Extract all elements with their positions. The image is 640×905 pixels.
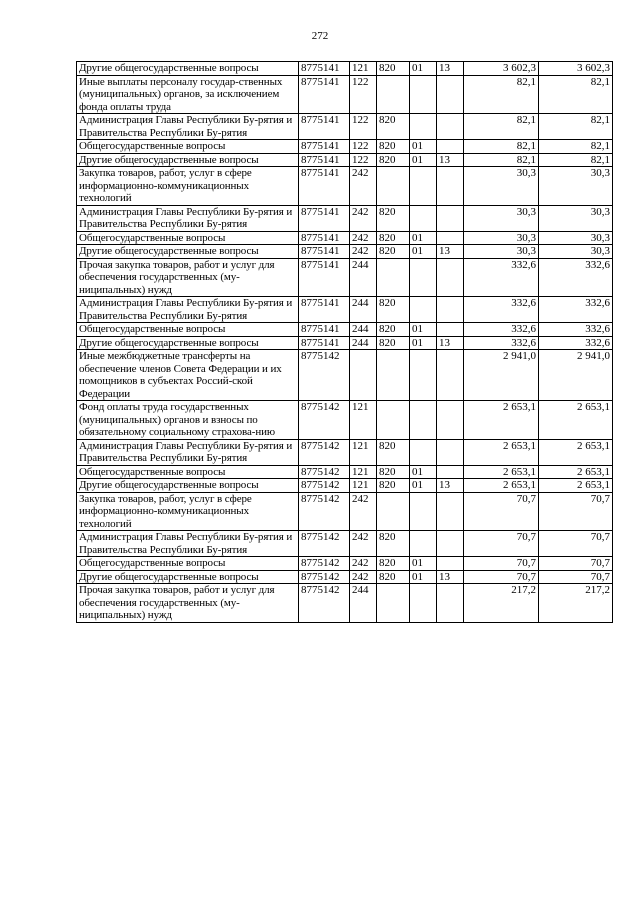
cell-expense-type: 122 [350, 153, 377, 167]
cell-subsection: 13 [437, 336, 464, 350]
cell-expense-type: 242 [350, 570, 377, 584]
cell-department: 820 [377, 323, 410, 337]
cell-amount-2: 332,6 [539, 336, 613, 350]
cell-subsection: 13 [437, 479, 464, 493]
cell-target-article: 8775141 [299, 167, 350, 206]
cell-amount-1: 82,1 [464, 114, 539, 140]
cell-department: 820 [377, 153, 410, 167]
cell-name: Фонд оплаты труда государственных (муниципальных) органов и взносы по обязательному социальному страхова-нию [77, 401, 299, 440]
cell-name: Закупка товаров, работ, услуг в сфере информационно-коммуникационных технологий [77, 167, 299, 206]
cell-name: Общегосударственные вопросы [77, 140, 299, 154]
table-row [77, 323, 613, 337]
cell-expense-type: 244 [350, 584, 377, 623]
cell-amount-2: 70,7 [539, 492, 613, 531]
cell-expense-type: 242 [350, 245, 377, 259]
table-row [77, 297, 613, 323]
cell-target-article: 8775142 [299, 401, 350, 440]
cell-expense-type: 122 [350, 114, 377, 140]
cell-amount-2: 30,3 [539, 231, 613, 245]
cell-department [377, 350, 410, 401]
cell-target-article: 8775141 [299, 336, 350, 350]
table-row [77, 401, 613, 440]
table-row [77, 336, 613, 350]
table-row [77, 439, 613, 465]
cell-section: 01 [410, 245, 437, 259]
cell-subsection [437, 205, 464, 231]
cell-department [377, 167, 410, 206]
cell-amount-1: 3 602,3 [464, 62, 539, 76]
cell-amount-2: 70,7 [539, 570, 613, 584]
cell-subsection [437, 231, 464, 245]
cell-name: Общегосударственные вопросы [77, 323, 299, 337]
cell-expense-type: 242 [350, 205, 377, 231]
table-row [77, 140, 613, 154]
cell-subsection: 13 [437, 153, 464, 167]
cell-section [410, 492, 437, 531]
cell-subsection [437, 297, 464, 323]
cell-section [410, 297, 437, 323]
cell-amount-2: 332,6 [539, 323, 613, 337]
cell-section [410, 584, 437, 623]
cell-department [377, 75, 410, 114]
cell-name: Администрация Главы Республики Бу-рятия и Правительства Республики Бу-рятия [77, 439, 299, 465]
cell-name: Другие общегосударственные вопросы [77, 62, 299, 76]
cell-target-article: 8775142 [299, 570, 350, 584]
cell-target-article: 8775142 [299, 557, 350, 571]
cell-amount-2: 2 653,1 [539, 465, 613, 479]
cell-section [410, 439, 437, 465]
cell-name: Прочая закупка товаров, работ и услуг для обеспечения государственных (му-ниципальных) нужд [77, 258, 299, 297]
cell-expense-type: 242 [350, 492, 377, 531]
table-row [77, 231, 613, 245]
cell-expense-type [350, 350, 377, 401]
table-row [77, 465, 613, 479]
cell-target-article: 8775141 [299, 62, 350, 76]
cell-section: 01 [410, 570, 437, 584]
cell-amount-2: 82,1 [539, 153, 613, 167]
cell-section: 01 [410, 336, 437, 350]
cell-target-article: 8775142 [299, 531, 350, 557]
cell-amount-1: 2 653,1 [464, 439, 539, 465]
cell-section: 01 [410, 557, 437, 571]
cell-department: 820 [377, 297, 410, 323]
cell-expense-type: 121 [350, 401, 377, 440]
page-number: 272 [311, 30, 329, 42]
cell-name: Общегосударственные вопросы [77, 465, 299, 479]
cell-subsection [437, 167, 464, 206]
cell-amount-1: 30,3 [464, 231, 539, 245]
cell-subsection [437, 323, 464, 337]
cell-target-article: 8775142 [299, 492, 350, 531]
budget-table [76, 61, 613, 623]
cell-expense-type: 122 [350, 140, 377, 154]
cell-subsection [437, 401, 464, 440]
cell-target-article: 8775141 [299, 140, 350, 154]
cell-amount-1: 30,3 [464, 205, 539, 231]
cell-expense-type: 121 [350, 62, 377, 76]
cell-department: 820 [377, 62, 410, 76]
cell-department: 820 [377, 114, 410, 140]
cell-department: 820 [377, 140, 410, 154]
cell-amount-2: 30,3 [539, 245, 613, 259]
cell-target-article: 8775141 [299, 75, 350, 114]
cell-amount-2: 2 653,1 [539, 479, 613, 493]
table-row [77, 584, 613, 623]
cell-subsection: 13 [437, 570, 464, 584]
cell-subsection [437, 114, 464, 140]
cell-amount-1: 2 653,1 [464, 479, 539, 493]
cell-target-article: 8775141 [299, 323, 350, 337]
cell-section [410, 167, 437, 206]
table-row [77, 570, 613, 584]
cell-amount-2: 332,6 [539, 297, 613, 323]
cell-name: Администрация Главы Республики Бу-рятия и Правительства Республики Бу-рятия [77, 205, 299, 231]
cell-amount-2: 2 653,1 [539, 439, 613, 465]
cell-amount-2: 82,1 [539, 140, 613, 154]
cell-target-article: 8775142 [299, 479, 350, 493]
cell-section [410, 205, 437, 231]
table-row [77, 258, 613, 297]
cell-amount-2: 2 941,0 [539, 350, 613, 401]
cell-target-article: 8775141 [299, 258, 350, 297]
cell-section [410, 75, 437, 114]
cell-amount-2: 2 653,1 [539, 401, 613, 440]
cell-subsection [437, 350, 464, 401]
cell-section: 01 [410, 62, 437, 76]
cell-amount-1: 30,3 [464, 245, 539, 259]
cell-expense-type: 121 [350, 439, 377, 465]
cell-subsection [437, 531, 464, 557]
cell-amount-1: 30,3 [464, 167, 539, 206]
cell-subsection: 13 [437, 245, 464, 259]
cell-name: Иные межбюджетные трансферты на обеспечение членов Совета Федерации и их помощников в субъектах Россий-ской Федерации [77, 350, 299, 401]
cell-department: 820 [377, 245, 410, 259]
cell-subsection [437, 584, 464, 623]
cell-target-article: 8775141 [299, 114, 350, 140]
cell-subsection [437, 465, 464, 479]
cell-amount-2: 30,3 [539, 205, 613, 231]
cell-name: Другие общегосударственные вопросы [77, 479, 299, 493]
cell-amount-2: 70,7 [539, 557, 613, 571]
table-row [77, 205, 613, 231]
cell-expense-type: 244 [350, 258, 377, 297]
cell-section [410, 114, 437, 140]
cell-department [377, 584, 410, 623]
cell-subsection: 13 [437, 62, 464, 76]
cell-target-article: 8775141 [299, 153, 350, 167]
cell-department: 820 [377, 557, 410, 571]
cell-target-article: 8775141 [299, 205, 350, 231]
cell-amount-1: 2 653,1 [464, 465, 539, 479]
cell-amount-1: 70,7 [464, 492, 539, 531]
table-row [77, 350, 613, 401]
cell-amount-2: 3 602,3 [539, 62, 613, 76]
cell-amount-2: 70,7 [539, 531, 613, 557]
cell-amount-1: 82,1 [464, 153, 539, 167]
cell-name: Закупка товаров, работ, услуг в сфере информационно-коммуникационных технологий [77, 492, 299, 531]
cell-name: Другие общегосударственные вопросы [77, 570, 299, 584]
cell-section [410, 401, 437, 440]
cell-amount-1: 70,7 [464, 531, 539, 557]
cell-expense-type: 242 [350, 531, 377, 557]
cell-department: 820 [377, 439, 410, 465]
cell-target-article: 8775141 [299, 245, 350, 259]
cell-amount-1: 332,6 [464, 297, 539, 323]
table-row [77, 75, 613, 114]
cell-section: 01 [410, 465, 437, 479]
cell-amount-1: 70,7 [464, 557, 539, 571]
cell-expense-type: 242 [350, 231, 377, 245]
table-row [77, 153, 613, 167]
cell-subsection [437, 75, 464, 114]
cell-department: 820 [377, 336, 410, 350]
cell-amount-1: 332,6 [464, 336, 539, 350]
table-row [77, 245, 613, 259]
cell-department [377, 258, 410, 297]
cell-department [377, 492, 410, 531]
table-row [77, 167, 613, 206]
cell-name: Другие общегосударственные вопросы [77, 245, 299, 259]
cell-section: 01 [410, 231, 437, 245]
cell-amount-1: 217,2 [464, 584, 539, 623]
cell-expense-type: 242 [350, 557, 377, 571]
table-row [77, 114, 613, 140]
cell-amount-1: 82,1 [464, 75, 539, 114]
cell-section [410, 350, 437, 401]
cell-target-article: 8775142 [299, 465, 350, 479]
cell-subsection [437, 492, 464, 531]
cell-subsection [437, 258, 464, 297]
cell-target-article: 8775142 [299, 350, 350, 401]
cell-department: 820 [377, 570, 410, 584]
cell-amount-1: 70,7 [464, 570, 539, 584]
cell-target-article: 8775142 [299, 584, 350, 623]
cell-expense-type: 121 [350, 465, 377, 479]
cell-section: 01 [410, 140, 437, 154]
cell-target-article: 8775142 [299, 439, 350, 465]
cell-expense-type: 244 [350, 323, 377, 337]
cell-expense-type: 244 [350, 297, 377, 323]
cell-target-article: 8775141 [299, 231, 350, 245]
table-row [77, 62, 613, 76]
cell-department: 820 [377, 465, 410, 479]
table-row [77, 479, 613, 493]
table-row [77, 492, 613, 531]
cell-subsection [437, 140, 464, 154]
cell-expense-type: 122 [350, 75, 377, 114]
cell-subsection [437, 557, 464, 571]
cell-expense-type: 242 [350, 167, 377, 206]
cell-name: Другие общегосударственные вопросы [77, 153, 299, 167]
cell-subsection [437, 439, 464, 465]
cell-department: 820 [377, 531, 410, 557]
cell-amount-2: 30,3 [539, 167, 613, 206]
cell-amount-2: 217,2 [539, 584, 613, 623]
cell-amount-1: 82,1 [464, 140, 539, 154]
cell-amount-2: 82,1 [539, 75, 613, 114]
cell-name: Администрация Главы Республики Бу-рятия и Правительства Республики Бу-рятия [77, 297, 299, 323]
cell-name: Администрация Главы Республики Бу-рятия и Правительства Республики Бу-рятия [77, 531, 299, 557]
cell-amount-1: 332,6 [464, 258, 539, 297]
cell-amount-1: 2 941,0 [464, 350, 539, 401]
cell-amount-2: 82,1 [539, 114, 613, 140]
table-row [77, 557, 613, 571]
cell-name: Прочая закупка товаров, работ и услуг для обеспечения государственных (му-ниципальных) нужд [77, 584, 299, 623]
cell-name: Общегосударственные вопросы [77, 231, 299, 245]
cell-section: 01 [410, 479, 437, 493]
cell-name: Общегосударственные вопросы [77, 557, 299, 571]
cell-section [410, 258, 437, 297]
cell-expense-type: 121 [350, 479, 377, 493]
cell-section: 01 [410, 153, 437, 167]
cell-section [410, 531, 437, 557]
cell-amount-1: 2 653,1 [464, 401, 539, 440]
cell-name: Другие общегосударственные вопросы [77, 336, 299, 350]
cell-name: Администрация Главы Республики Бу-рятия и Правительства Республики Бу-рятия [77, 114, 299, 140]
cell-department: 820 [377, 205, 410, 231]
cell-department [377, 401, 410, 440]
cell-section: 01 [410, 323, 437, 337]
cell-amount-2: 332,6 [539, 258, 613, 297]
cell-expense-type: 244 [350, 336, 377, 350]
cell-department: 820 [377, 479, 410, 493]
cell-department: 820 [377, 231, 410, 245]
cell-amount-1: 332,6 [464, 323, 539, 337]
table-row [77, 531, 613, 557]
cell-target-article: 8775141 [299, 297, 350, 323]
cell-name: Иные выплаты персоналу государ-ственных (муниципальных) органов, за исключением фонда оплаты труда [77, 75, 299, 114]
